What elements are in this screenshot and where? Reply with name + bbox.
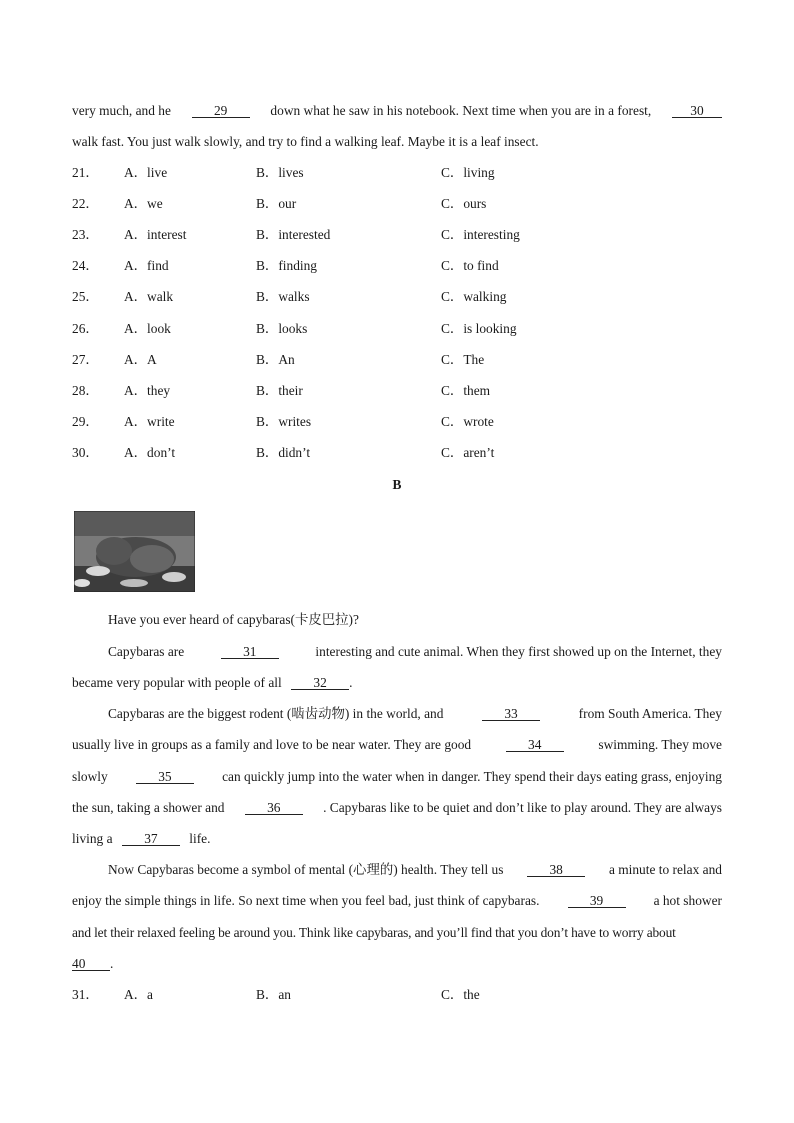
text: a hot shower [653, 893, 722, 908]
passage-line [72, 893, 722, 909]
text: Now Capybaras become a symbol of mental (心理的) health. They tell us [108, 862, 504, 877]
question-options-row [72, 227, 722, 243]
answer-blank-34[interactable] [506, 737, 564, 753]
blank-number: 33 [504, 706, 518, 721]
option-b[interactable]: B．finding [256, 258, 318, 274]
answer-blank-40[interactable] [72, 956, 110, 972]
text: swimming. They move [598, 737, 722, 752]
text: slowly [72, 769, 108, 784]
option-a[interactable]: A．look [124, 320, 171, 336]
blank-number: 29 [213, 103, 228, 118]
passage-line [72, 956, 722, 972]
option-b[interactable]: B．interested [256, 227, 331, 243]
answer-blank-37[interactable] [122, 831, 180, 847]
option-b[interactable]: B．An [256, 351, 295, 367]
question-number: 28． [72, 382, 99, 398]
text: enjoy the simple things in life. So next time when you feel bad, just think of capybaras. [72, 893, 540, 908]
question-number: 29． [72, 413, 99, 429]
option-c[interactable]: C．interesting [441, 227, 520, 243]
passage-line [72, 800, 722, 816]
text: life. [189, 831, 211, 846]
text: very much, and he [72, 103, 171, 118]
question-options-row [72, 352, 722, 368]
question-number: 21． [72, 165, 99, 180]
question-number: 27． [72, 351, 99, 367]
passage-line [72, 675, 722, 691]
option-b[interactable]: B．walks [256, 289, 310, 305]
text: living a [72, 831, 113, 846]
option-a[interactable]: A．we [124, 196, 163, 212]
answer-blank-32[interactable] [291, 675, 349, 691]
option-a[interactable]: A．find [124, 258, 169, 274]
passage-line [72, 769, 722, 785]
passage-line: and let their relaxed feeling be around you. Think like capybaras, and you’ll find that you don’t have to worry about [72, 925, 676, 940]
text: . [110, 956, 114, 971]
question-options-row [72, 289, 722, 305]
capybara-photo [74, 511, 195, 592]
option-c[interactable]: C．walking [441, 289, 507, 305]
option-a[interactable]: A．walk [124, 289, 174, 305]
answer-blank-33[interactable] [482, 706, 540, 722]
option-a[interactable]: A．interest [124, 227, 187, 243]
question-options-row [72, 445, 722, 461]
option-a[interactable]: A．don’t [124, 444, 176, 460]
question-options-row [72, 196, 722, 212]
option-b[interactable]: B．writes [256, 413, 312, 429]
option-c[interactable]: C．aren’t [441, 444, 495, 460]
text: Capybaras are [108, 644, 185, 659]
text: Capybaras are the biggest rodent (啮齿动物) in the world, and [108, 706, 444, 721]
text: usually live in groups as a family and love to be near water. They are good [72, 737, 472, 752]
question-number: 25． [72, 289, 99, 305]
blank-number: 32 [313, 675, 327, 690]
text: from South America. They [578, 706, 722, 721]
text: a minute to relax and [608, 862, 722, 877]
option-a[interactable]: A．a [124, 987, 154, 1002]
option-c[interactable]: C．wrote [441, 413, 494, 429]
text: the sun, taking a shower and [72, 800, 225, 815]
answer-blank-38[interactable] [527, 862, 585, 878]
answer-blank-39[interactable] [568, 893, 626, 909]
answer-blank-36[interactable] [245, 800, 303, 816]
text: interesting and cute animal. When they first showed up on the Internet, they [315, 644, 722, 659]
option-b[interactable]: B．lives [256, 165, 304, 180]
option-c[interactable]: C．living [441, 165, 495, 180]
option-b[interactable]: B．their [256, 382, 303, 398]
answer-blank-31[interactable] [221, 644, 279, 660]
option-c[interactable]: C．them [441, 382, 491, 398]
blank-number: 39 [589, 893, 604, 908]
question-number: 22． [72, 196, 99, 212]
passage-line [72, 831, 722, 847]
blank-number: 30 [690, 103, 704, 118]
question-number: 24． [72, 258, 99, 274]
blank-number: 31 [243, 644, 257, 659]
passage-line [72, 103, 722, 119]
passage-line [72, 737, 722, 753]
option-b[interactable]: B．our [256, 196, 297, 212]
section-heading: B [392, 477, 402, 492]
option-c[interactable]: C．to find [441, 258, 499, 274]
option-b[interactable]: B．looks [256, 320, 308, 336]
question-options-row [72, 987, 722, 1003]
passage-line: Have you ever heard of capybaras(卡皮巴拉)? [108, 612, 359, 627]
text: . [349, 675, 353, 690]
question-options-row [72, 321, 722, 337]
option-a[interactable]: A．live [124, 165, 168, 180]
blank-number: 40 [72, 956, 86, 971]
passage-line [108, 862, 722, 878]
question-number: 26． [72, 320, 99, 336]
option-b[interactable]: B．an [256, 987, 291, 1002]
blank-number: 37 [144, 831, 158, 846]
option-a[interactable]: A．they [124, 382, 171, 398]
option-c[interactable]: C．ours [441, 196, 487, 212]
answer-blank-30[interactable] [672, 103, 722, 119]
passage-line [108, 706, 722, 722]
question-number: 23． [72, 227, 99, 243]
blank-number: 34 [528, 737, 542, 752]
blank-number: 35 [158, 769, 172, 784]
option-c[interactable]: C．is looking [441, 320, 517, 336]
option-a[interactable]: A．A [124, 351, 157, 367]
option-a[interactable]: A．write [124, 413, 175, 429]
text: became very popular with people of all [72, 675, 282, 690]
answer-blank-35[interactable] [136, 769, 194, 785]
text: can quickly jump into the water when in danger. They spend their days eating grass, enjoying [222, 769, 722, 784]
question-options-row [72, 414, 722, 430]
blank-number: 36 [267, 800, 281, 815]
text: . Capybaras like to be quiet and don’t like to play around. They are always [323, 800, 722, 815]
question-options-row [72, 383, 722, 399]
passage-line: walk fast. You just walk slowly, and try to find a walking leaf. Maybe it is a leaf insect. [72, 134, 539, 149]
option-b[interactable]: B．didn’t [256, 444, 311, 460]
blank-number: 38 [549, 862, 563, 877]
option-c[interactable]: C．The [441, 351, 485, 367]
question-options-row [72, 258, 722, 274]
text: down what he saw in his notebook. Next time when you are in a forest, [270, 103, 652, 118]
question-options-row [72, 165, 722, 181]
passage-line [108, 644, 722, 660]
answer-blank-29[interactable] [192, 103, 250, 119]
option-c[interactable]: C．the [441, 987, 480, 1002]
question-number: 30． [72, 444, 99, 460]
question-number: 31． [72, 987, 99, 1002]
